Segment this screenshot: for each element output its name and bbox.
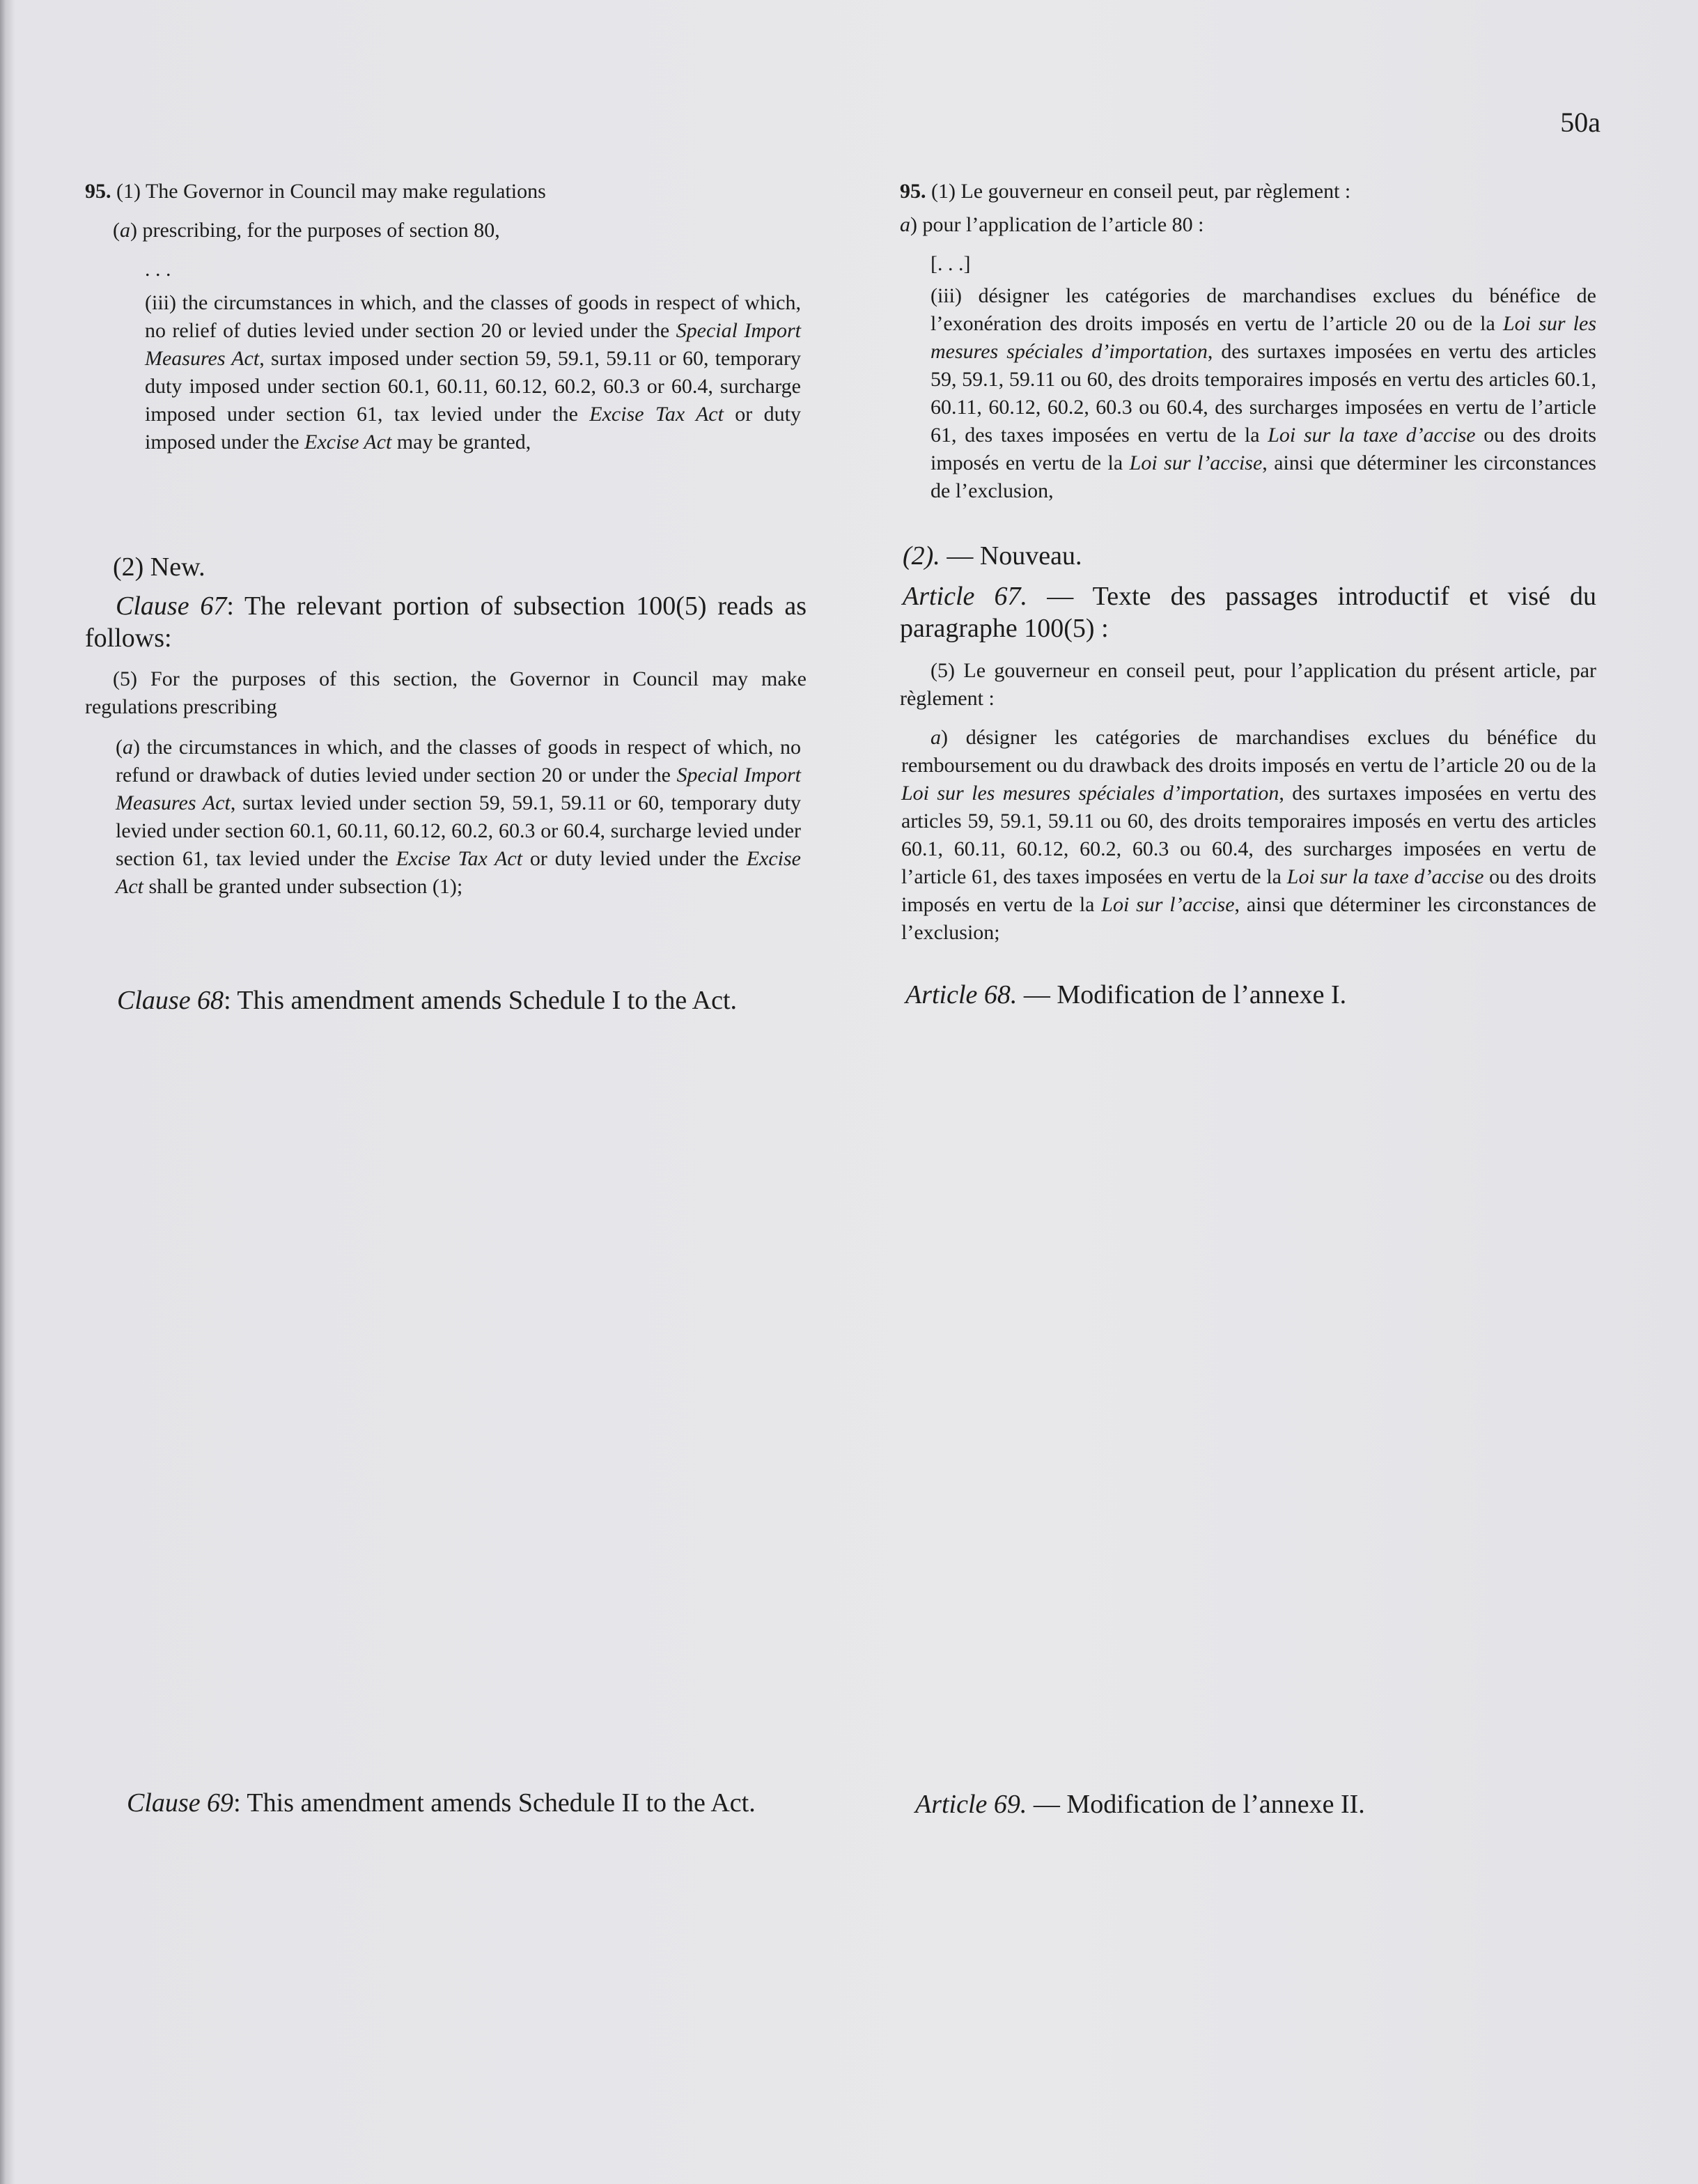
- en-paragraph-100-5-a: (a) the circumstances in which, and the classes of goods in respect of which, no refund or drawback of duties levied under section 20 or under the Special Import Measures Act, surtax levied under section 59, 59.1, 59.11 or 60, temporary duty levied under section 60.1, 60.11, 60.12, 60.2, 60.3 or 60.4, surcharge levied under section 61, tax levied under the Excise Tax Act or duty levied under the Excise Act shall be granted under subsection (1);: [116, 736, 802, 898]
- en-clause-69: [85, 1787, 807, 1819]
- fr-paragraph-95-a-text: ) pour l’application de l’article 80 :: [910, 213, 1204, 236]
- en-subsection-100-5: (5) For the purposes of this section, the Governor in Council may make regulations prescribing: [85, 667, 807, 718]
- fr-article-text: — Texte des passages introductif et visé du paragraphe 100(5) :: [900, 582, 1596, 643]
- fr-ellipsis: [. . .]: [930, 252, 971, 275]
- fr-text-run: , ainsi que déterminer les circonstances de l’exclusion,: [930, 451, 1596, 502]
- en-act-title: Excise Tax Act: [589, 403, 724, 426]
- page-number: 50a: [1560, 107, 1600, 138]
- fr-text-run: , des surtaxes imposées en vertu des articles 59, 59.1, 59.11 ou 60, des droits temporaires imposés en vertu des articles 60.1, 60.11, 60.12, 60.2, 60.3 ou 60.4, des surcharges imposées en vertu de l’article 61, des taxes imposées en vertu de la: [901, 782, 1596, 888]
- en-clause-67: [85, 590, 807, 654]
- en-text-run: or duty levied under the: [522, 847, 747, 870]
- fr-section-95-lead: [900, 178, 1596, 206]
- en-text-run: shall be granted under subsection (1);: [143, 875, 463, 898]
- fr-section-95-number: 95.: [900, 180, 926, 203]
- fr-note-2: [903, 540, 1596, 572]
- en-ellipsis: . . .: [145, 258, 171, 281]
- fr-act-title: Loi sur l’accise: [1129, 451, 1263, 474]
- en-section-95-number: 95.: [85, 180, 111, 203]
- fr-act-title: Loi sur les mesures spéciales d’importation: [901, 782, 1279, 805]
- fr-note-text: — Nouveau.: [940, 541, 1082, 571]
- en-clause-text: : The relevant portion of subsection 100(5) reads as follows:: [85, 591, 807, 653]
- en-text-run: the circumstances in which, and the classes of goods in respect of which, no refund or drawback of duties levied under section 20 or under the: [116, 736, 801, 787]
- en-paragraph-letter: a: [123, 736, 133, 759]
- en-act-title: Excise Act: [116, 847, 801, 898]
- fr-article-68: [905, 979, 1596, 1011]
- en-note-2: (2) New.: [113, 552, 205, 582]
- fr-act-title: Loi sur les mesures spéciales d’importation: [930, 312, 1596, 363]
- fr-text-run: , des surtaxes imposées en vertu des articles 59, 59.1, 59.11 ou 60, des droits temporaires imposés en vertu des articles 60.1, 60.11, 60.12, 60.2, 60.3 ou 60.4, des surcharges imposées en vertu de l’article 61, des taxes imposées en vertu de la: [930, 340, 1596, 447]
- fr-act-title: Loi sur l’accise: [1101, 893, 1235, 916]
- en-clause-text: : This amendment amends Schedule II to the Act.: [233, 1788, 756, 1818]
- fr-article-label: Article 67.: [903, 582, 1028, 611]
- fr-article-text: — Modification de l’annexe I.: [1017, 980, 1347, 1009]
- en-clause-label: Clause 68: [117, 986, 224, 1015]
- en-text-run: , surtax imposed under section 59, 59.1, 59.11 or 60, temporary duty imposed under section 60.1, 60.11, 60.12, 60.2, 60.3 or 60.4, surcharge imposed under section 61, tax levied under the: [145, 347, 801, 426]
- fr-act-title: Loi sur la taxe d’accise: [1268, 424, 1476, 447]
- en-text-run: may be granted,: [391, 431, 531, 454]
- en-act-title: Excise Act: [304, 431, 392, 454]
- en-act-title: Special Import Measures Act: [145, 319, 801, 370]
- fr-paragraph-100-5-a: [900, 724, 1596, 947]
- fr-text-run: ou des droits imposés en vertu de la: [930, 424, 1597, 474]
- fr-section-95-lead-text: (1) Le gouverneur en conseil peut, par règlement :: [931, 180, 1351, 203]
- fr-note-number: (2).: [903, 541, 940, 571]
- en-text-run: (iii) the circumstances in which, and the classes of goods in respect of which, no relief of duties levied under section 20 or levied under the: [145, 291, 801, 342]
- en-paragraph-95-a: (a) prescribing, for the purposes of section 80,: [113, 219, 500, 242]
- fr-text-run: ) désigner les catégories de marchandises exclues du bénéfice du remboursement ou du drawback des droits imposés en vertu de l’article 20 ou de la: [901, 726, 1596, 777]
- fr-text-run: , ainsi que déterminer les circonstances de l’exclusion;: [901, 893, 1596, 944]
- fr-article-text: — Modification de l’annexe II.: [1027, 1790, 1365, 1819]
- en-section-95-lead: [85, 178, 807, 206]
- fr-article-label: Article 69.: [915, 1790, 1027, 1819]
- en-clause-text: : This amendment amends Schedule I to the Act.: [224, 986, 738, 1015]
- en-paragraph-letter: a: [120, 219, 130, 242]
- en-section-95-lead-text: (1) The Governor in Council may make regulations: [116, 180, 546, 203]
- fr-subsection-100-5: (5) Le gouverneur en conseil peut, pour l’application du présent article, par règlement :: [900, 659, 1596, 710]
- en-text-run: , surtax levied under section 59, 59.1, 59.11 or 60, temporary duty levied under section 60.1, 60.11, 60.12, 60.2, 60.3 or 60.4, surcharge levied under section 61, tax levied under the: [116, 791, 802, 870]
- fr-act-title: Loi sur la taxe d’accise: [1286, 865, 1484, 888]
- en-clause-label: Clause 69: [127, 1788, 234, 1818]
- fr-article-69: [915, 1788, 1596, 1820]
- en-paragraph-95-a-text: prescribing, for the purposes of section 80,: [142, 219, 500, 242]
- en-clause-label: Clause 67: [116, 591, 227, 621]
- fr-text-run: ou des droits imposés en vertu de la: [901, 865, 1596, 916]
- en-clause-68: [85, 984, 807, 1016]
- fr-subparagraph-95-iii: [900, 282, 1596, 505]
- en-text-run: or duty imposed under the: [145, 403, 801, 454]
- fr-paragraph-letter: a: [930, 726, 941, 749]
- fr-article-67: [900, 580, 1596, 644]
- fr-article-label: Article 68.: [905, 980, 1018, 1009]
- en-act-title: Excise Tax Act: [396, 847, 523, 870]
- fr-paragraph-95-a: [900, 211, 1596, 239]
- en-subparagraph-95-iii: [85, 289, 807, 456]
- fr-paragraph-letter: a: [900, 213, 910, 236]
- en-act-title: Special Import Measures Act: [116, 764, 802, 814]
- fr-text-run: (iii) désigner les catégories de marchandises exclues du bénéfice de l’exonération des droits imposés en vertu de l’article 20 ou de la: [930, 284, 1596, 335]
